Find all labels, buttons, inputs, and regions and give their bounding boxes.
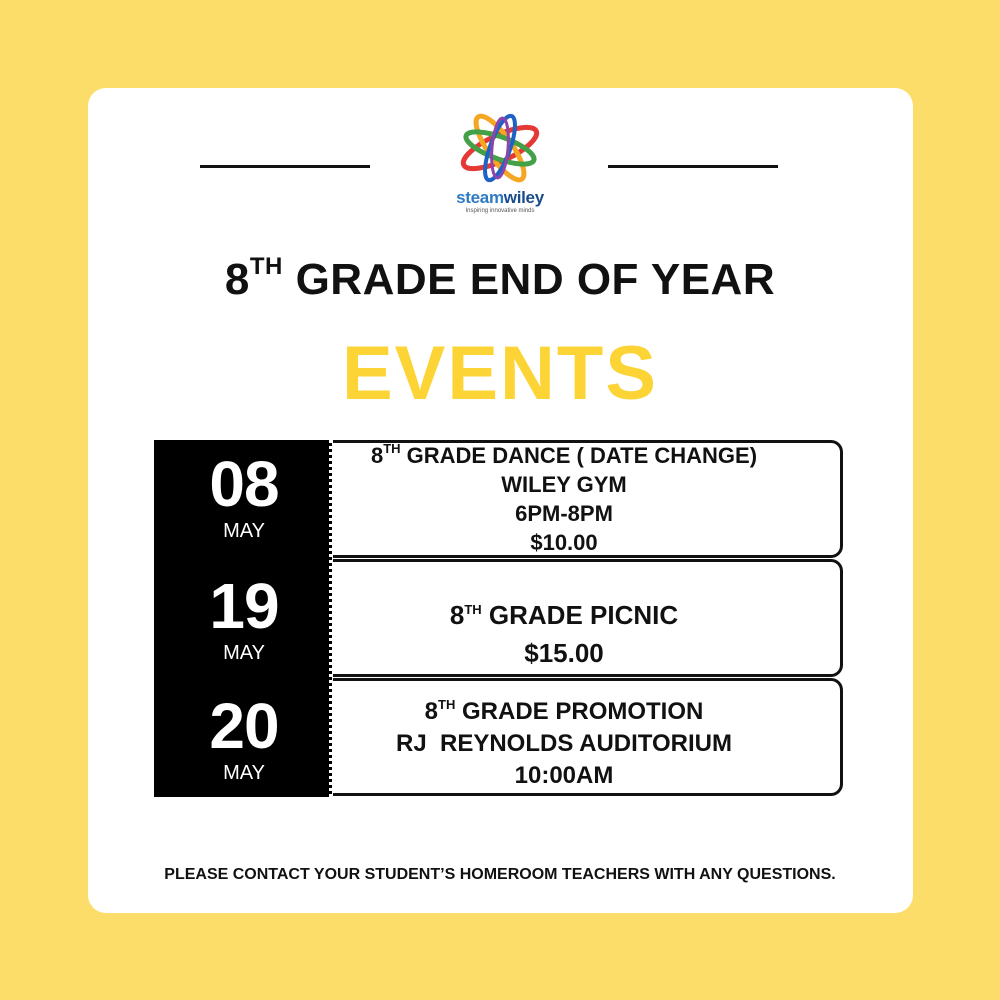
date-block-3 — [154, 690, 334, 784]
date-block-2 — [154, 570, 334, 664]
divider-right — [608, 165, 778, 168]
event-title: 8TH GRADE PROMOTION — [424, 697, 704, 725]
event-time: 10:00AM — [514, 762, 614, 789]
event-details-3 — [333, 696, 795, 792]
event-day: 20 — [209, 690, 279, 762]
event-month: MAY — [223, 762, 265, 784]
star-swoosh-icon — [454, 108, 546, 188]
event-price: $10.00 — [530, 530, 598, 555]
event-time: 6PM-8PM — [515, 501, 613, 526]
event-title: 8TH GRADE PICNIC — [449, 600, 679, 630]
event-details-2 — [333, 596, 795, 672]
logo-tagline: Inspiring innovative minds — [465, 208, 535, 214]
date-block-1 — [154, 448, 334, 542]
event-day: 08 — [209, 448, 279, 520]
event-price: $15.00 — [524, 638, 604, 668]
event-month: MAY — [223, 642, 265, 664]
page-subtitle: EVENTS — [341, 331, 659, 416]
event-day: 19 — [209, 570, 279, 642]
event-details-1 — [333, 441, 795, 557]
event-month: MAY — [223, 520, 265, 542]
divider-left — [200, 165, 370, 168]
event-location: RJ REYNOLDS AUDITORIUM — [395, 730, 733, 757]
page-title: 8TH GRADE END OF YEAR — [224, 253, 776, 304]
footer-note: PLEASE CONTACT YOUR STUDENT’S HOMEROOM TEACHERS WITH ANY QUESTIONS. — [164, 866, 836, 883]
logo-wordmark: steamwiley — [456, 188, 544, 207]
event-title: 8TH GRADE DANCE ( DATE CHANGE) — [370, 441, 758, 468]
steamwiley-logo — [430, 108, 570, 218]
event-location: WILEY GYM — [501, 472, 627, 497]
